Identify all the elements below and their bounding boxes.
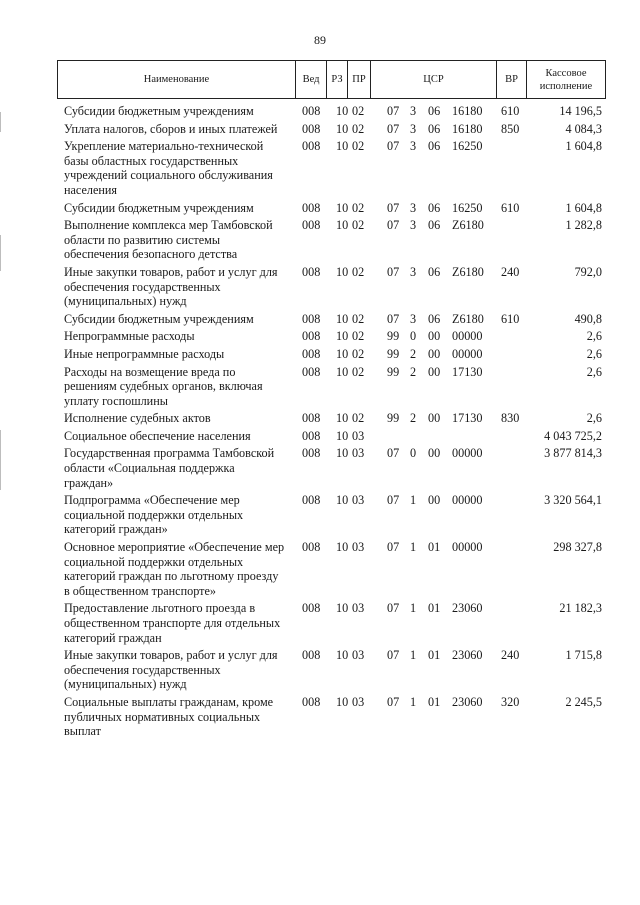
row-rz: 10 (336, 346, 349, 361)
row-pr: 02 (352, 364, 365, 379)
row-sum: 1 282,8 (565, 218, 602, 233)
row-c1: 07 (387, 104, 400, 118)
row-sum: 490,8 (574, 311, 602, 326)
table-row (0, 695, 640, 739)
row-ved: 008 (302, 200, 321, 215)
row-ved: 008 (302, 121, 321, 136)
row-name: Иные закупки товаров, работ и услуг для обеспечения государственных (муниципальных) нужд (64, 648, 278, 692)
table-row (0, 365, 640, 409)
row-name: Государственная программа Тамбовской области «Социальная поддержка граждан» (64, 446, 275, 490)
row-vr: 240 (501, 264, 520, 279)
row-name: Иные закупки товаров, работ и услуг для обеспечения государственных (муниципальных) нужд (64, 264, 278, 309)
header-amount: Кассовое исполнение (539, 67, 593, 92)
row-c1: 07 (387, 694, 400, 709)
row-pr: 03 (352, 601, 365, 616)
row-rz: 10 (336, 648, 349, 663)
row-rz: 10 (336, 104, 349, 118)
row-ved: 008 (302, 648, 321, 663)
row-vr: 610 (501, 311, 520, 326)
row-pr: 03 (352, 648, 365, 663)
row-rz: 10 (336, 694, 349, 709)
row-pr: 02 (352, 218, 365, 233)
row-ved: 008 (302, 694, 321, 709)
row-c3: 06 (428, 200, 441, 215)
row-pr: 02 (352, 139, 365, 154)
row-c1: 99 (387, 329, 400, 344)
row-pr: 03 (352, 694, 365, 709)
row-name: Социальные выплаты гражданам, кроме публичных нормативных социальных выплат (64, 694, 274, 739)
row-c2: 3 (410, 264, 417, 279)
table-row (0, 312, 640, 327)
row-c1: 07 (387, 540, 400, 555)
table-row (0, 540, 640, 598)
table-row (0, 139, 640, 197)
row-sum: 2,6 (586, 346, 602, 361)
row-c1: 07 (387, 493, 400, 508)
budget-table-body (0, 104, 640, 742)
row-ved: 008 (302, 104, 321, 118)
table-row (0, 329, 640, 344)
header-name: Наименование (143, 74, 210, 85)
header-ved: Вед (302, 74, 320, 85)
row-ved: 008 (302, 329, 321, 344)
row-sum: 2,6 (586, 329, 602, 344)
row-c2: 2 (410, 346, 417, 361)
row-rz: 10 (336, 139, 349, 154)
table-row (0, 493, 640, 537)
table-row (0, 648, 640, 692)
row-vr: 830 (501, 411, 520, 426)
row-c3: 01 (428, 694, 441, 709)
row-c3: 01 (428, 648, 441, 663)
row-rz: 10 (336, 540, 349, 555)
row-c1: 07 (387, 200, 400, 215)
row-c2: 1 (410, 493, 417, 508)
row-sum: 1 715,8 (565, 648, 602, 663)
row-c3: 00 (428, 446, 441, 461)
row-c3: 01 (428, 601, 441, 616)
row-c2: 2 (410, 411, 417, 426)
scan-margin-mark (0, 112, 1, 132)
header-amount-cell (526, 60, 606, 99)
row-c1: 07 (387, 601, 400, 616)
row-c4: 16180 (452, 121, 483, 136)
row-c4: 16180 (452, 104, 483, 118)
row-c2: 0 (410, 329, 417, 344)
row-sum: 3 320 564,1 (544, 493, 602, 508)
row-c3: 00 (428, 364, 441, 379)
row-c3: 06 (428, 264, 441, 279)
row-c3: 06 (428, 311, 441, 326)
row-rz: 10 (336, 264, 349, 279)
page-number: 89 (314, 33, 326, 47)
row-c2: 3 (410, 139, 417, 154)
row-rz: 10 (336, 411, 349, 426)
row-pr: 02 (352, 411, 365, 426)
row-name: Укрепление материально-технической базы областных государственных учреждений социального обслуживания населения (64, 139, 273, 197)
row-c3: 06 (428, 121, 441, 136)
row-c3: 06 (428, 218, 441, 233)
row-sum: 14 196,5 (559, 104, 602, 118)
table-row (0, 411, 640, 426)
row-sum: 2 245,5 (565, 694, 602, 709)
row-ved: 008 (302, 601, 321, 616)
scan-margin-mark (0, 235, 1, 271)
row-pr: 02 (352, 264, 365, 279)
row-c3: 06 (428, 139, 441, 154)
row-rz: 10 (336, 200, 349, 215)
row-name: Основное мероприятие «Обеспечение мер социальной поддержки отдельных категорий граждан по льготному проезду в общественном транспорте» (64, 540, 285, 598)
row-name: Субсидии бюджетным учреждениям (64, 311, 254, 326)
row-c1: 07 (387, 446, 400, 461)
header-name-cell (57, 60, 296, 99)
row-c4: 17130 (452, 364, 483, 379)
row-c3: 01 (428, 540, 441, 555)
row-ved: 008 (302, 364, 321, 379)
row-ved: 008 (302, 311, 321, 326)
row-sum: 2,6 (586, 364, 602, 379)
row-c3: 00 (428, 329, 441, 344)
table-row (0, 446, 640, 490)
header-rz: РЗ (331, 74, 343, 85)
row-pr: 02 (352, 329, 365, 344)
row-rz: 10 (336, 446, 349, 461)
row-c1: 07 (387, 264, 400, 279)
row-c1: 99 (387, 411, 400, 426)
row-c4: Z6180 (452, 311, 484, 326)
row-c1: 07 (387, 311, 400, 326)
row-c4: 23060 (452, 648, 483, 663)
row-rz: 10 (336, 121, 349, 136)
row-c2: 0 (410, 446, 417, 461)
row-c1: 99 (387, 346, 400, 361)
row-pr: 02 (352, 311, 365, 326)
row-vr: 240 (501, 648, 520, 663)
row-ved: 008 (302, 428, 321, 443)
row-c2: 2 (410, 364, 417, 379)
row-sum: 1 604,8 (565, 139, 602, 154)
row-c4: 00000 (452, 493, 483, 508)
row-ved: 008 (302, 411, 321, 426)
header-vr: ВР (505, 74, 518, 85)
row-c4: 16250 (452, 139, 483, 154)
row-c4: Z6180 (452, 264, 484, 279)
row-sum: 21 182,3 (559, 601, 602, 616)
row-ved: 008 (302, 346, 321, 361)
row-sum: 4 084,3 (565, 121, 602, 136)
row-name: Расходы на возмещение вреда по решениям судебных органов, включая уплату госпошлины (64, 364, 263, 408)
row-c2: 1 (410, 540, 417, 555)
row-c4: 17130 (452, 411, 483, 426)
row-c3: 00 (428, 411, 441, 426)
header-pr: ПР (352, 74, 366, 85)
row-c2: 3 (410, 121, 417, 136)
row-rz: 10 (336, 601, 349, 616)
row-pr: 02 (352, 346, 365, 361)
row-vr: 610 (501, 104, 520, 118)
header-rz-cell (326, 60, 348, 99)
row-vr: 320 (501, 694, 520, 709)
table-row (0, 601, 640, 645)
row-name: Субсидии бюджетным учреждениям (64, 104, 254, 118)
row-c2: 1 (410, 694, 417, 709)
table-row (0, 104, 640, 119)
row-rz: 10 (336, 428, 349, 443)
row-c3: 00 (428, 346, 441, 361)
row-pr: 02 (352, 121, 365, 136)
row-ved: 008 (302, 139, 321, 154)
header-csr-cell (370, 60, 497, 99)
row-sum: 298 327,8 (553, 540, 602, 555)
header-vr-cell (496, 60, 527, 99)
row-c4: 23060 (452, 601, 483, 616)
row-c2: 1 (410, 648, 417, 663)
row-c1: 07 (387, 139, 400, 154)
row-name: Социальное обеспечение населения (64, 428, 251, 443)
row-c4: 00000 (452, 540, 483, 555)
row-c4: Z6180 (452, 218, 484, 233)
row-name: Уплата налогов, сборов и иных платежей (64, 121, 278, 136)
table-row (0, 347, 640, 362)
row-name: Предоставление льготного проезда в общественном транспорте для отдельных категорий граждан (64, 601, 281, 645)
row-c1: 07 (387, 648, 400, 663)
row-ved: 008 (302, 264, 321, 279)
row-vr: 610 (501, 200, 520, 215)
table-row (0, 265, 640, 309)
row-pr: 03 (352, 540, 365, 555)
row-pr: 02 (352, 200, 365, 215)
row-c2: 3 (410, 104, 417, 118)
table-row (0, 218, 640, 262)
header-ved-cell (295, 60, 327, 99)
row-name: Непрограммные расходы (64, 329, 195, 344)
row-name: Субсидии бюджетным учреждениям (64, 200, 254, 215)
row-name: Подпрограмма «Обеспечение мер социальной поддержки отдельных категорий граждан» (64, 493, 244, 537)
table-row (0, 201, 640, 216)
row-sum: 2,6 (586, 411, 602, 426)
row-rz: 10 (336, 329, 349, 344)
row-c4: 00000 (452, 329, 483, 344)
row-c4: 23060 (452, 694, 483, 709)
row-ved: 008 (302, 446, 321, 461)
row-sum: 1 604,8 (565, 200, 602, 215)
row-c2: 3 (410, 218, 417, 233)
row-c1: 99 (387, 364, 400, 379)
row-rz: 10 (336, 218, 349, 233)
row-pr: 03 (352, 446, 365, 461)
header-pr-cell (347, 60, 371, 99)
row-name: Выполнение комплекса мер Тамбовской области по развитию системы обеспечения безопасного детства (64, 218, 273, 262)
row-ved: 008 (302, 540, 321, 555)
row-pr: 02 (352, 104, 365, 118)
row-ved: 008 (302, 493, 321, 508)
row-c3: 00 (428, 493, 441, 508)
row-c4: 16250 (452, 200, 483, 215)
row-pr: 03 (352, 493, 365, 508)
row-name: Иные непрограммные расходы (64, 346, 225, 361)
row-c1: 07 (387, 121, 400, 136)
row-ved: 008 (302, 218, 321, 233)
row-rz: 10 (336, 364, 349, 379)
row-rz: 10 (336, 493, 349, 508)
row-c3: 06 (428, 104, 441, 118)
table-row (0, 429, 640, 444)
row-c4: 00000 (452, 346, 483, 361)
row-sum: 3 877 814,3 (544, 446, 602, 461)
row-c2: 1 (410, 601, 417, 616)
row-c2: 3 (410, 200, 417, 215)
row-c1: 07 (387, 218, 400, 233)
row-pr: 03 (352, 428, 365, 443)
row-vr: 850 (501, 121, 520, 136)
row-sum: 4 043 725,2 (544, 428, 602, 443)
row-rz: 10 (336, 311, 349, 326)
row-name: Исполнение судебных актов (64, 411, 211, 426)
table-row (0, 122, 640, 137)
header-csr: ЦСР (423, 74, 444, 85)
row-c4: 00000 (452, 446, 483, 461)
scan-margin-mark (0, 430, 1, 490)
row-c2: 3 (410, 311, 417, 326)
row-sum: 792,0 (574, 264, 602, 279)
